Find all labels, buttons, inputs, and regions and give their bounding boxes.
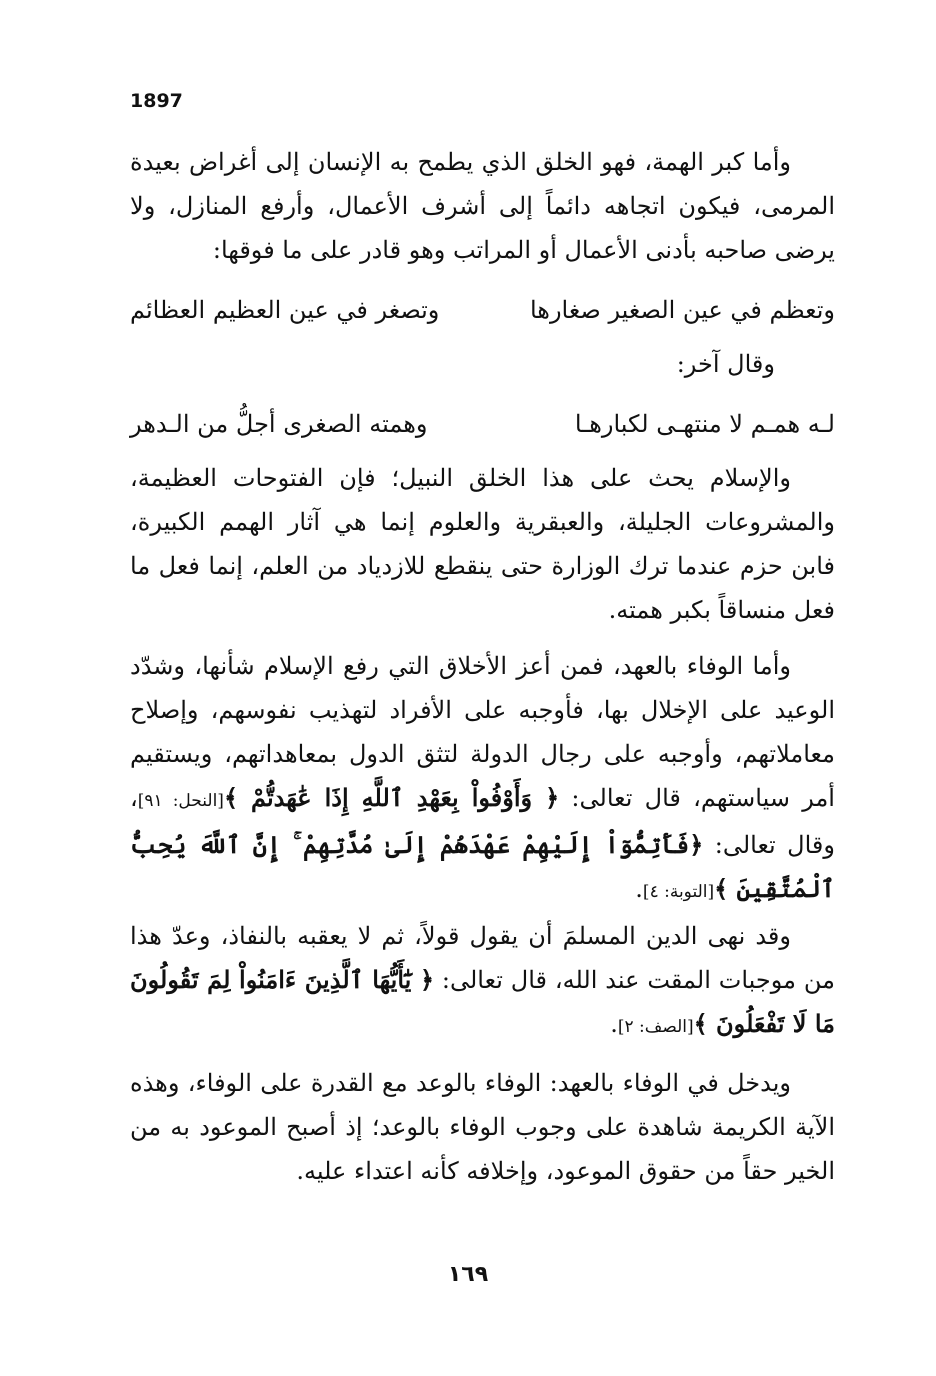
poetry-verse-1 xyxy=(130,288,835,332)
reference-tawbah: [التوبة: ٤] xyxy=(642,882,715,902)
page-body xyxy=(130,140,835,1193)
paragraph-saying-not-doing xyxy=(130,914,835,1049)
covenant-end: . xyxy=(635,875,643,903)
book-number: 1897 xyxy=(130,90,183,112)
reference-nahl: [النحل: ٩١] xyxy=(137,791,224,811)
paragraph-high-aspiration: وأما كبر الهمة، فهو الخلق الذي يطمح به الإنسان إلى أغراض بعيدة المرمى، فيكون اتجاهه دائماً إلى أشرف الأعمال، وأرفع المنازل، ولا يرضى صاحبه بأدنى الأعمال أو المراتب وهو قادر على ما فوقها: xyxy=(130,148,835,264)
quran-verse-tawbah: ﴿فَأَتِمُّوٓاْ إِلَيْهِمْ عَهْدَهُمْ إِلَىٰ مُدَّتِهِمْ ۚ إِنَّ ٱللَّهَ يُحِبُّ ٱلْمُتَّقِينَ ﴾ xyxy=(130,830,835,903)
paragraph-islam-encourages: والإسلام يحث على هذا الخلق النبيل؛ فإن الفتوحات العظيمة، والمشروعات الجليلة، والعبقرية والعلوم إنما هي آثار الهمم الكبيرة، فابن حزم عندما ترك الوزارة حتى ينقطع للازدياد من العلم، إنما فعل ما فعل منساقاً بكبر همته. xyxy=(130,464,835,624)
saying-end: . xyxy=(610,1010,618,1038)
paragraph-keeping-covenant xyxy=(130,644,835,914)
paragraph-keeping-promise: ويدخل في الوفاء بالعهد: الوفاء بالوعد مع القدرة على الوفاء، وهذه الآية الكريمة شاهدة على وجوب الوفاء بالوعد؛ إذ أصبح الموعود به من الخير حقاً من حقوق الموعود، وإخلافه كأنه اعتداء عليه. xyxy=(130,1069,835,1185)
verse-2-first-hemistich: لـه همـم لا منتهـى لكبارهـا xyxy=(574,410,835,438)
covenant-text-b: ، وقال تعالى: xyxy=(130,784,835,859)
another-poet-intro: وقال آخر: xyxy=(676,350,775,378)
covenant-text-a: وأما الوفاء بالعهد، فمن أعز الأخلاق التي رفع الإسلام شأنها، وشدّد الوعيد على الإخلال بها، فأوجبه على الأفراد لتهذيب نفوسهم، وإصلاح معاملاتهم، وأوجبه على رجال الدولة لتثق الدول بمعاهداتهم، ويستقيم أمر سياستهم، قال تعالى: xyxy=(130,652,835,812)
poetry-verse-2 xyxy=(130,402,835,446)
paragraph-gap-2 xyxy=(130,1049,835,1061)
verse-1-second-hemistich: وتصغر في عين العظيم العظائم xyxy=(130,296,440,324)
quran-verse-nahl: ﴿ وَأَوْفُواْ بِعَهْدِ ٱللَّهِ إِذَا عَٰهَدتُّمْ ﴾ xyxy=(223,783,560,812)
page-number: ١٦٩ xyxy=(447,1262,489,1287)
saying-text-a: وقد نهى الدين المسلمَ أن يقول قولاً، ثم لا يعقبه بالنفاذ، وعدّ هذا من موجبات المقت عند الله، قال تعالى: xyxy=(130,922,835,994)
verse-2-second-hemistich: وهمته الصغرى أجلُّ من الـدهر xyxy=(130,410,428,438)
verse-1-first-hemistich: وتعظم في عين الصغير صغارها xyxy=(529,296,835,324)
quran-verse-saff: ﴿ يَٰٓأَيُّهَا ٱلَّذِينَ ءَامَنُواْ لِمَ تَقُولُونَ مَا لَا تَفْعَلُونَ ﴾ xyxy=(130,965,835,1038)
paragraph-gap xyxy=(130,632,835,644)
reference-saff: [الصف: ٢] xyxy=(617,1017,694,1037)
